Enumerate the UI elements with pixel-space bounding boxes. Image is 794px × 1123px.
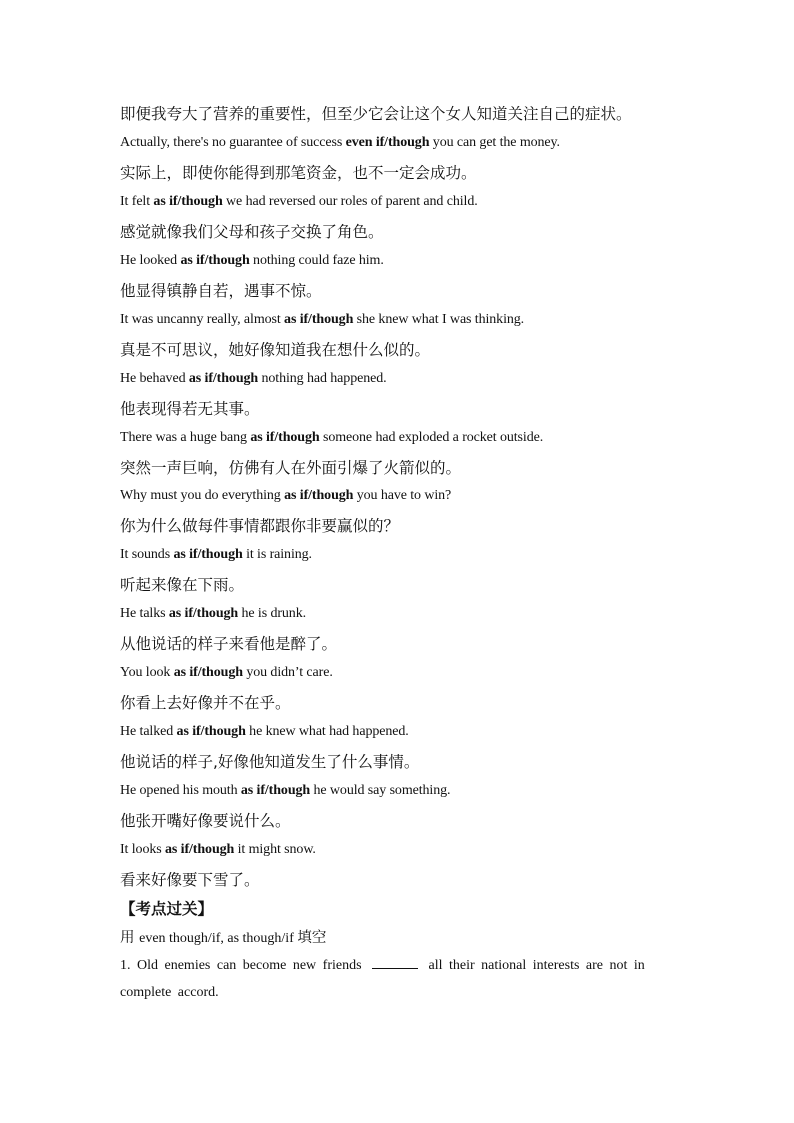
answer-blank[interactable] bbox=[372, 956, 418, 969]
exercise-line-2: complete accord. bbox=[120, 985, 219, 1000]
keyword-phrase: as if/though bbox=[168, 606, 239, 621]
section-heading: 【考点过关】 bbox=[120, 900, 214, 918]
sentence-text: someone had exploded a rocket outside. bbox=[319, 430, 544, 445]
keyword-phrase: as if/though bbox=[173, 547, 243, 562]
exercise-text-before-blank: 1. Old enemies can become new friends bbox=[120, 958, 362, 973]
example-translation: 听起来像在下雨。 bbox=[120, 576, 245, 594]
keyword-phrase: as if/though bbox=[188, 371, 259, 386]
instruction-latin: even though/if, as though/if bbox=[139, 931, 298, 946]
sentence-text: it is raining. bbox=[242, 547, 312, 562]
sentence-text: Actually, there's no guarantee of success bbox=[120, 135, 346, 150]
keyword-phrase: as if/though bbox=[250, 430, 320, 445]
example-translation: 从他说话的样子来看他是醉了。 bbox=[120, 635, 338, 653]
example-sentence bbox=[120, 312, 680, 328]
sentence-text: He talked bbox=[120, 724, 177, 739]
sentence-text: you can get the money. bbox=[429, 135, 560, 150]
keyword-phrase: as if/though bbox=[284, 488, 354, 503]
sentence-text: nothing had happened. bbox=[258, 371, 387, 386]
example-sentence bbox=[120, 135, 680, 151]
sentence-text: It sounds bbox=[120, 547, 174, 562]
example-translation: 突然一声巨响，仿佛有人在外面引爆了火箭似的。 bbox=[120, 459, 462, 477]
example-sentence bbox=[120, 547, 680, 563]
keyword-phrase: as if/though bbox=[240, 783, 311, 798]
example-translation: 你为什么做每件事情都跟你非要赢似的？ bbox=[120, 517, 400, 535]
sentence-text: she knew what I was thinking. bbox=[353, 312, 525, 327]
sentence-text: He looked bbox=[120, 253, 181, 268]
example-sentence bbox=[120, 371, 680, 387]
keyword-phrase: as if/though bbox=[180, 253, 250, 268]
example-translation: 你看上去好像并不在乎。 bbox=[120, 694, 291, 712]
example-translation: 看来好像要下雪了。 bbox=[120, 871, 260, 889]
example-sentence bbox=[120, 724, 680, 740]
sentence-text: it might snow. bbox=[234, 842, 316, 857]
sentence-text: He opened his mouth bbox=[120, 783, 241, 798]
sentence-text: He behaved bbox=[120, 371, 189, 386]
example-translation: 他表现得若无其事。 bbox=[120, 400, 260, 418]
sentence-text: nothing could faze him. bbox=[249, 253, 384, 268]
sentence-text: It looks bbox=[120, 842, 165, 857]
sentence-text: you have to win? bbox=[353, 488, 452, 503]
instruction-prefix: 用 bbox=[120, 930, 140, 946]
sentence-text: he is drunk. bbox=[238, 606, 307, 621]
sentence-text: It felt bbox=[120, 194, 154, 209]
sentence-text: he knew what had happened. bbox=[245, 724, 409, 739]
instruction-line bbox=[120, 926, 680, 947]
intro-translation: 即便我夸大了营养的重要性，但至少它会让这个女人知道关注自己的症状。 bbox=[120, 105, 632, 123]
example-sentence bbox=[120, 665, 680, 681]
example-sentence bbox=[120, 194, 680, 210]
example-sentence bbox=[120, 606, 680, 622]
sentence-text: There was a huge bang bbox=[120, 430, 251, 445]
example-translation: 他张开嘴好像要说什么。 bbox=[120, 812, 291, 830]
sentence-text: Why must you do everything bbox=[120, 488, 285, 503]
example-translation: 真是不可思议，她好像知道我在想什么似的。 bbox=[120, 341, 431, 359]
keyword-phrase: as if/though bbox=[153, 194, 223, 209]
keyword-phrase: as if/though bbox=[173, 665, 243, 680]
example-sentence bbox=[120, 430, 680, 446]
keyword-phrase: as if/though bbox=[165, 842, 235, 857]
example-translation: 他显得镇静自若，遇事不惊。 bbox=[120, 282, 322, 300]
keyword-phrase: as if/though bbox=[284, 312, 354, 327]
exercise-text-after-blank: all their national interests are not in bbox=[428, 958, 645, 973]
sentence-text: It was uncanny really, almost bbox=[120, 312, 285, 327]
example-translation: 感觉就像我们父母和孩子交换了角色。 bbox=[120, 223, 384, 241]
example-sentence bbox=[120, 783, 680, 799]
sentence-text: we had reversed our roles of parent and child. bbox=[222, 194, 478, 209]
keyword-phrase: as if/though bbox=[176, 724, 246, 739]
instruction-suffix: 填空 bbox=[297, 930, 327, 946]
example-translation: 实际上，即使你能得到那笔资金，也不一定会成功。 bbox=[120, 164, 477, 182]
sentence-text: you didn’t care. bbox=[242, 665, 333, 680]
exercise-line-1 bbox=[120, 956, 680, 974]
sentence-text: he would say something. bbox=[310, 783, 451, 798]
keyword-phrase: even if/though bbox=[345, 135, 430, 150]
example-sentence bbox=[120, 488, 680, 504]
sentence-text: You look bbox=[120, 665, 174, 680]
example-sentence bbox=[120, 842, 680, 858]
sentence-text: He talks bbox=[120, 606, 169, 621]
example-translation: 他说话的样子,好像他知道发生了什么事情。 bbox=[120, 753, 420, 771]
example-sentence bbox=[120, 253, 680, 269]
